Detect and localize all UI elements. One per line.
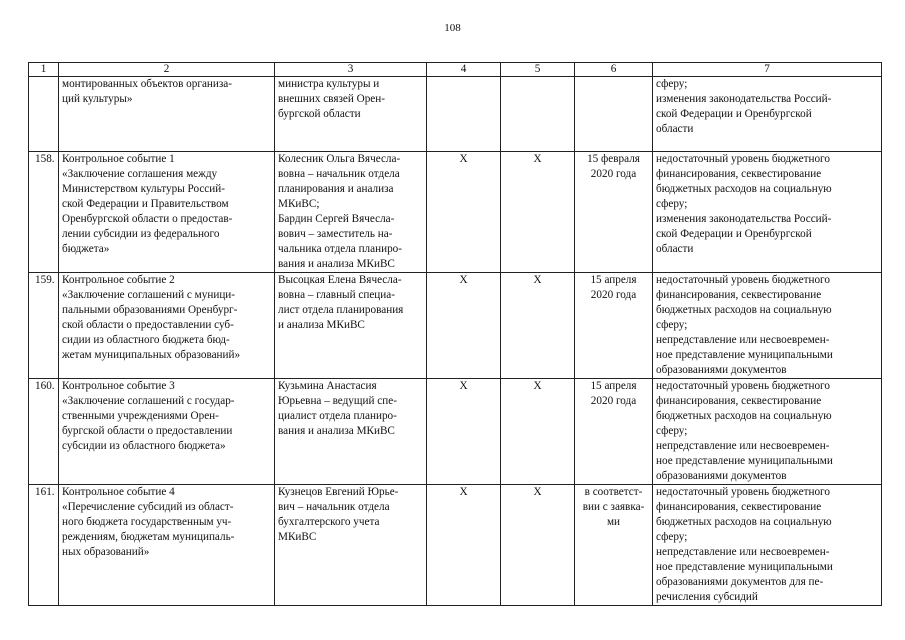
header-cell: 1 (29, 63, 59, 77)
risk-line: ской Федерации и Оренбургской (656, 228, 812, 240)
responsible-line: министра культуры и (278, 78, 380, 90)
risk-cell (653, 379, 882, 485)
col4-cell: Х (427, 379, 501, 485)
responsible-line: бургской области (278, 108, 361, 120)
table-row (29, 77, 882, 152)
header-cell: 3 (275, 63, 427, 77)
event-line: ного бюджета государственным уч- (62, 516, 232, 528)
risk-line: сферу; (656, 531, 688, 543)
risk-line: бюджетных расходов на социальную (656, 516, 832, 528)
risk-line: образованиями документов для пе- (656, 576, 824, 588)
event-line: жетам муниципальных образований» (62, 349, 241, 361)
risk-line: непредставление или несвоевремен- (656, 440, 830, 452)
responsible-cell (275, 379, 427, 485)
responsible-line: внешних связей Орен- (278, 93, 385, 105)
risk-line: финансирования, секвестирование (656, 395, 822, 407)
responsible-line: Бардин Сергей Вячесла- (278, 213, 395, 225)
risk-line: финансирования, секвестирование (656, 289, 822, 301)
event-line: Оренбургской области о предостав- (62, 213, 233, 225)
risk-line: речисления субсидий (656, 591, 758, 603)
risk-line: образованиями документов (656, 470, 787, 482)
date-cell (575, 77, 653, 152)
col5-cell: Х (501, 379, 575, 485)
responsible-cell (275, 273, 427, 379)
risk-line: бюджетных расходов на социальную (656, 410, 832, 422)
responsible-line: циалист отдела планиро- (278, 410, 397, 422)
responsible-cell (275, 77, 427, 152)
table-row (29, 152, 882, 273)
risk-line: сферу; (656, 425, 688, 437)
responsible-line: вовна – начальник отдела (278, 168, 400, 180)
header-cell: 6 (575, 63, 653, 77)
event-line: Контрольное событие 3 (62, 380, 175, 392)
event-line: сидии из областного бюджета бюд- (62, 334, 230, 346)
header-cell: 4 (427, 63, 501, 77)
risk-line: недостаточный уровень бюджетного (656, 486, 830, 498)
responsible-line: Кузнецов Евгений Юрье- (278, 486, 399, 498)
events-table (28, 62, 882, 606)
col4-cell: Х (427, 485, 501, 606)
date-line: 2020 года (590, 395, 637, 407)
event-line: бюджета» (62, 243, 110, 255)
event-line: ской области о предоставлении суб- (62, 319, 234, 331)
event-line: субсидии из областного бюджета» (62, 440, 226, 452)
header-row (29, 63, 882, 77)
header-cell: 2 (59, 63, 275, 77)
date-line: 2020 года (590, 168, 637, 180)
date-cell (575, 485, 653, 606)
responsible-line: МКиВС (278, 531, 317, 543)
responsible-line: вания и анализа МКиВС (278, 425, 395, 437)
risk-line: ное представление муниципальными (656, 561, 833, 573)
risk-line: финансирования, секвестирование (656, 168, 822, 180)
event-line: «Заключение соглашений с государ- (62, 395, 235, 407)
col4-cell (427, 77, 501, 152)
risk-cell (653, 77, 882, 152)
date-line: ми (606, 516, 621, 528)
event-line: Контрольное событие 4 (62, 486, 175, 498)
risk-line: финансирования, секвестирование (656, 501, 822, 513)
table-row (29, 273, 882, 379)
event-line: «Заключение соглашений с муници- (62, 289, 236, 301)
risk-cell (653, 273, 882, 379)
row-number-cell: 159. (29, 273, 59, 379)
date-line: 2020 года (590, 289, 637, 301)
event-line: Министерством культуры Россий- (62, 183, 225, 195)
date-cell (575, 379, 653, 485)
risk-line: непредставление или несвоевремен- (656, 546, 830, 558)
risk-line: области (656, 123, 694, 135)
header-cell: 7 (653, 63, 882, 77)
event-line: «Заключение соглашения между (62, 168, 218, 180)
row-number-cell: 158. (29, 152, 59, 273)
responsible-line: Колесник Ольга Вячесла- (278, 153, 401, 165)
responsible-line: МКиВС; (278, 198, 320, 210)
responsible-line: и анализа МКиВС (278, 319, 365, 331)
responsible-line: вания и анализа МКиВС (278, 258, 395, 270)
event-line: реждениям, бюджетам муниципаль- (62, 531, 235, 543)
event-line: «Перечисление субсидий из област- (62, 501, 234, 513)
event-line: ской Федерации и Правительством (62, 198, 229, 210)
risk-line: ное представление муниципальными (656, 349, 833, 361)
date-line: 15 апреля (590, 380, 637, 392)
event-cell (59, 152, 275, 273)
col4-cell: Х (427, 152, 501, 273)
table-row (29, 379, 882, 485)
col5-cell: Х (501, 485, 575, 606)
date-line: 15 апреля (590, 274, 637, 286)
responsible-cell (275, 152, 427, 273)
risk-line: недостаточный уровень бюджетного (656, 380, 830, 392)
risk-cell (653, 152, 882, 273)
row-number-cell: 161. (29, 485, 59, 606)
event-cell (59, 77, 275, 152)
event-line: ственными учреждениями Орен- (62, 410, 219, 422)
event-line: Контрольное событие 2 (62, 274, 175, 286)
responsible-line: вович – заместитель на- (278, 228, 393, 240)
event-line: бургской области о предоставлении (62, 425, 233, 437)
event-cell (59, 273, 275, 379)
risk-line: изменения законодательства Россий- (656, 93, 832, 105)
table-row (29, 485, 882, 606)
risk-cell (653, 485, 882, 606)
risk-line: недостаточный уровень бюджетного (656, 153, 830, 165)
date-line: в соответст- (584, 486, 643, 498)
risk-line: образованиями документов (656, 364, 787, 376)
date-cell (575, 273, 653, 379)
risk-line: ской Федерации и Оренбургской (656, 108, 812, 120)
event-line: монтированных объектов организа- (62, 78, 232, 90)
risk-line: недостаточный уровень бюджетного (656, 274, 830, 286)
responsible-line: лист отдела планирования (278, 304, 404, 316)
risk-line: ное представление муниципальными (656, 455, 833, 467)
risk-line: сферу; (656, 78, 688, 90)
event-line: Контрольное событие 1 (62, 153, 175, 165)
responsible-line: вовна – главный специа- (278, 289, 395, 301)
responsible-cell (275, 485, 427, 606)
responsible-line: Высоцкая Елена Вячесла- (278, 274, 402, 286)
event-line: лении субсидии из федерального (62, 228, 220, 240)
event-cell (59, 379, 275, 485)
date-cell (575, 152, 653, 273)
responsible-line: Кузьмина Анастасия (278, 380, 377, 392)
col5-cell (501, 77, 575, 152)
responsible-line: планирования и анализа (278, 183, 394, 195)
responsible-line: Юрьевна – ведущий спе- (278, 395, 397, 407)
risk-line: сферу; (656, 198, 688, 210)
event-line: ных образований» (62, 546, 150, 558)
col5-cell: Х (501, 152, 575, 273)
row-number-cell (29, 77, 59, 152)
date-line: вии с заявка- (582, 501, 645, 513)
date-line: 15 февраля (587, 153, 640, 165)
responsible-line: чальника отдела планиро- (278, 243, 402, 255)
event-cell (59, 485, 275, 606)
event-line: ций культуры» (62, 93, 133, 105)
col5-cell: Х (501, 273, 575, 379)
page-number: 108 (444, 22, 461, 34)
risk-line: непредставление или несвоевремен- (656, 334, 830, 346)
risk-line: бюджетных расходов на социальную (656, 183, 832, 195)
risk-line: области (656, 243, 694, 255)
risk-line: бюджетных расходов на социальную (656, 304, 832, 316)
responsible-line: бухгалтерского учета (278, 516, 380, 528)
col4-cell: Х (427, 273, 501, 379)
risk-line: изменения законодательства Россий- (656, 213, 832, 225)
responsible-line: вич – начальник отдела (278, 501, 390, 513)
header-cell: 5 (501, 63, 575, 77)
event-line: пальными образованиями Оренбург- (62, 304, 238, 316)
row-number-cell: 160. (29, 379, 59, 485)
risk-line: сферу; (656, 319, 688, 331)
